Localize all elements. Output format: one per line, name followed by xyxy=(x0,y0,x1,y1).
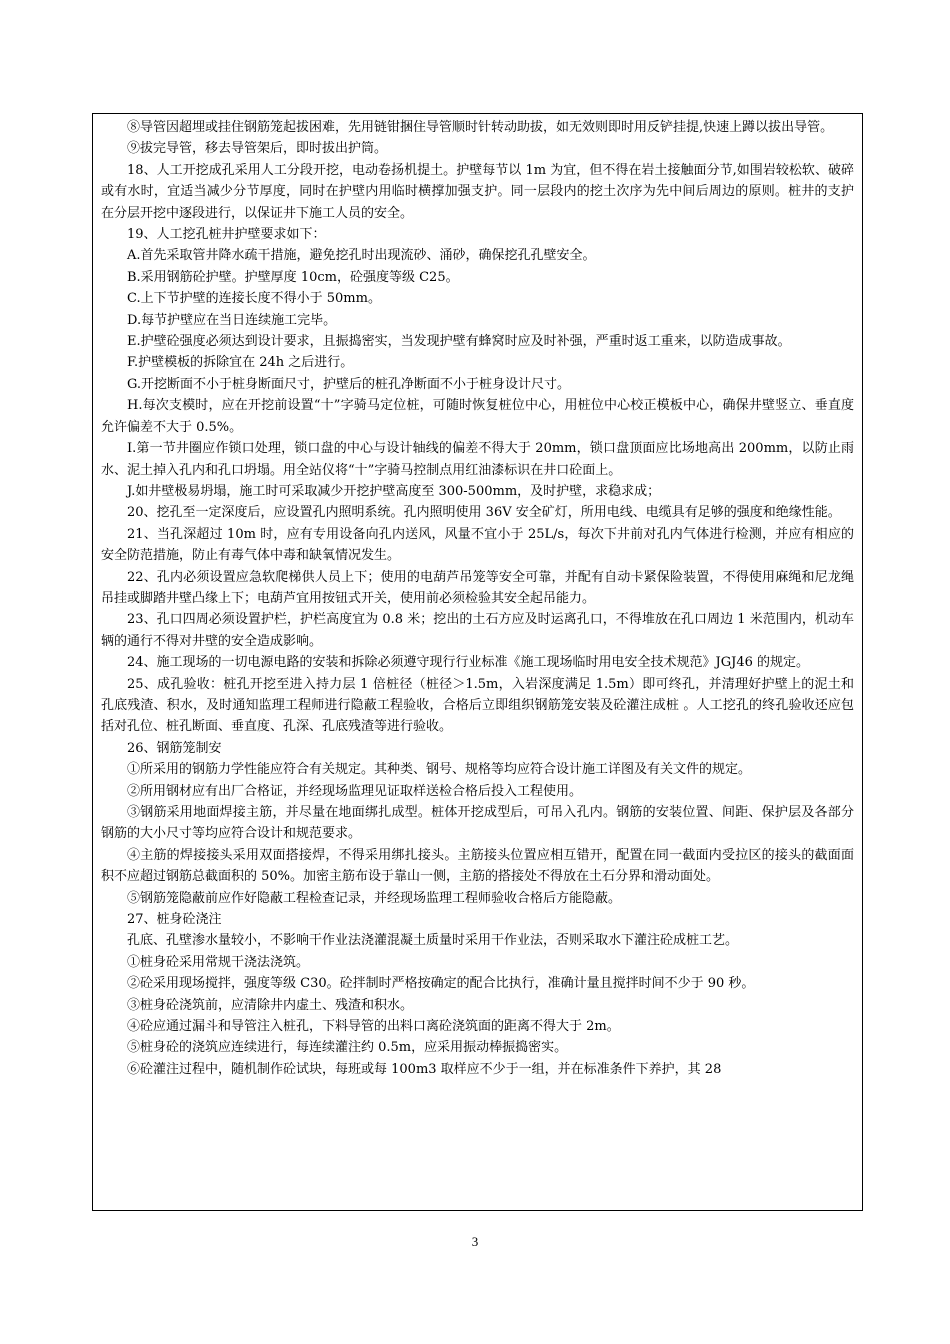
document-body xyxy=(101,117,854,1080)
paragraph: 27、桩身砼浇注 xyxy=(127,912,222,928)
paragraph: J.如井壁极易坍塌，施工时可采取减少开挖护壁高度至 300-500mm，及时护壁，求稳求成； xyxy=(127,483,661,499)
paragraph: 孔底、孔壁渗水量较小，不影响干作业法浇灌混凝土质量时采用干作业法，否则采取水下灌注砼成桩工艺。 xyxy=(127,933,739,949)
paragraph: 26、钢筋笼制安 xyxy=(127,740,222,756)
paragraph: I.第一节井圈应作锁口处理，锁口盘的中心与设计轴线的偏差不得大于 20mm，锁口盘顶面应比场地高出 200mm，以防止雨水、泥土掉入孔内和孔口坍塌。用全站仪将“十”字骑马控制点用红油漆标识在井口砼面上。 xyxy=(101,441,854,478)
paragraph: ⑤桩身砼的浇筑应连续进行，每连续灌注约 0.5m，应采用振动棒振捣密实。 xyxy=(127,1040,568,1056)
paragraph: E.护壁砼强度必须达到设计要求，且振捣密实，当发现护壁有蜂窝时应及时补强，严重时返工重来，以防造成事故。 xyxy=(127,334,791,350)
paragraph: ①桩身砼采用常规干浇法浇筑。 xyxy=(127,954,310,970)
paragraph: 21、当孔深超过 10m 时，应有专用设备向孔内送风，风量不宜小于 25L/s，每次下井前对孔内气体进行检测，并应有相应的安全防范措施，防止有毒气体中毒和缺氧情况发生。 xyxy=(101,526,854,564)
paragraph: A.首先采取管井降水疏干措施，避免挖孔时出现流砂、涌砂，确保挖孔孔壁安全。 xyxy=(127,248,596,264)
paragraph: 18、人工开挖成孔采用人工分段开挖，电动卷扬机提土。护壁每节以 1m 为宜，但不得在岩土接触面分节,如围岩较松软、破碎或有水时，宜适当减少分节厚度，同时在护壁内用临时横撑加强支护。同一层段内的挖土次序为先中间后周边的原则。桩井的支护在分层开挖中逐段进行，以保证井下施工人员的安全。 xyxy=(101,162,854,221)
paragraph: F.护壁模板的拆除宜在 24h 之后进行。 xyxy=(127,355,354,371)
paragraph: ①所采用的钢筋力学性能应符合有关规定。其种类、钢号、规格等均应符合设计施工详图及有关文件的规定。 xyxy=(127,762,752,778)
paragraph: ⑨拔完导管，移去导管架后，即时拔出护筒。 xyxy=(127,141,388,157)
paragraph: 24、施工现场的一切电源电路的安装和拆除必须遵守现行行业标准《施工现场临时用电安全技术规范》JGJ46 的规定。 xyxy=(127,655,810,671)
content-table-frame xyxy=(92,113,863,1211)
paragraph: 19、人工挖孔桩井护壁要求如下： xyxy=(127,227,326,243)
paragraph: D.每节护壁应在当日连续施工完毕。 xyxy=(127,312,337,328)
paragraph: ③钢筋采用地面焊接主筋，并尽量在地面绑扎成型。桩体开挖成型后，可吊入孔内。钢筋的安装位置、间距、保护层及各部分钢筋的大小尺寸等均应符合设计和规范要求。 xyxy=(101,805,854,842)
paragraph: 23、孔口四周必须设置护栏，护栏高度宜为 0.8 米；挖出的土石方应及时运离孔口，不得堆放在孔口周边 1 米范围内，机动车辆的通行不得对井壁的安全造成影响。 xyxy=(101,612,854,649)
paragraph: 22、孔内必须设置应急软爬梯供人员上下；使用的电葫芦吊笼等安全可靠，并配有自动卡紧保险装置，不得使用麻绳和尼龙绳吊挂或脚踏井壁凸缘上下；电葫芦宜用按钮式开关，使用前必须检验其安全起吊能力。 xyxy=(101,569,854,606)
paragraph: ②所用钢材应有出厂合格证，并经现场监理见证取样送检合格后投入工程使用。 xyxy=(127,783,583,799)
paragraph: H.每次支模时，应在开挖前设置“十”字骑马定位桩，可随时恢复桩位中心，用桩位中心校正模板中心，确保井壁竖立、垂直度允许偏差不大于 0.5%。 xyxy=(101,398,854,435)
paragraph: ②砼采用现场搅拌，强度等级 C30。砼拌制时严格按确定的配合比执行，准确计量且搅拌时间不少于 90 秒。 xyxy=(127,976,755,992)
paragraph: ⑧导管因超埋或挂住钢筋笼起拔困难，先用链钳捆住导管顺时针转动助拔，如无效则即时用反铲挂提,快速上蹲以拔出导管。 xyxy=(127,120,834,135)
paragraph: G.开挖断面不小于桩身断面尺寸，护壁后的桩孔净断面不小于桩身设计尺寸。 xyxy=(127,376,571,392)
paragraph: ⑤钢筋笼隐蔽前应作好隐蔽工程检查记录，并经现场监理工程师验收合格后方能隐蔽。 xyxy=(127,890,622,906)
paragraph: C.上下节护壁的连接长度不得小于 50mm。 xyxy=(127,291,381,307)
paragraph: ③桩身砼浇筑前，应清除井内虚土、残渣和积水。 xyxy=(127,997,414,1013)
paragraph: ④主筋的焊接接头采用双面搭接焊，不得采用绑扎接头。主筋接头位置应相互错开，配置在同一截面内受拉区的接头的截面面积不应超过钢筋总截面积的 50%。加密主筋布设于靠山一侧，主筋的搭接处不得放在土石分界和滑动面处。 xyxy=(101,847,854,885)
page-number: 3 xyxy=(471,1234,479,1249)
paragraph: B.采用钢筋砼护壁。护壁厚度 10cm，砼强度等级 C25。 xyxy=(127,269,459,285)
paragraph: 20、挖孔至一定深度后，应设置孔内照明系统。孔内照明使用 36V 安全矿灯，所用电线、电缆具有足够的强度和绝缘性能。 xyxy=(127,505,841,521)
paragraph: 25、成孔验收：桩孔开挖至进入持力层 1 倍桩径（桩径＞1.5m，入岩深度满足 1.5m）即可终孔，并清理好护壁上的泥土和孔底残渣、积水，及时通知监理工程师进行隐蔽工程验收，合格后立即组织钢筋笼安装及砼灌注成桩 。人工挖孔的终孔验收还应包括对孔位、桩孔断面、垂直度、孔深、孔底残渣等进行验收。 xyxy=(101,676,854,735)
paragraph: ④砼应通过漏斗和导管注入桩孔，下料导管的出料口离砼浇筑面的距离不得大于 2m。 xyxy=(127,1019,620,1035)
paragraph: ⑥砼灌注过程中，随机制作砼试块，每班或每 100m3 取样应不少于一组，并在标准条件下养护，其 28 xyxy=(127,1061,722,1077)
